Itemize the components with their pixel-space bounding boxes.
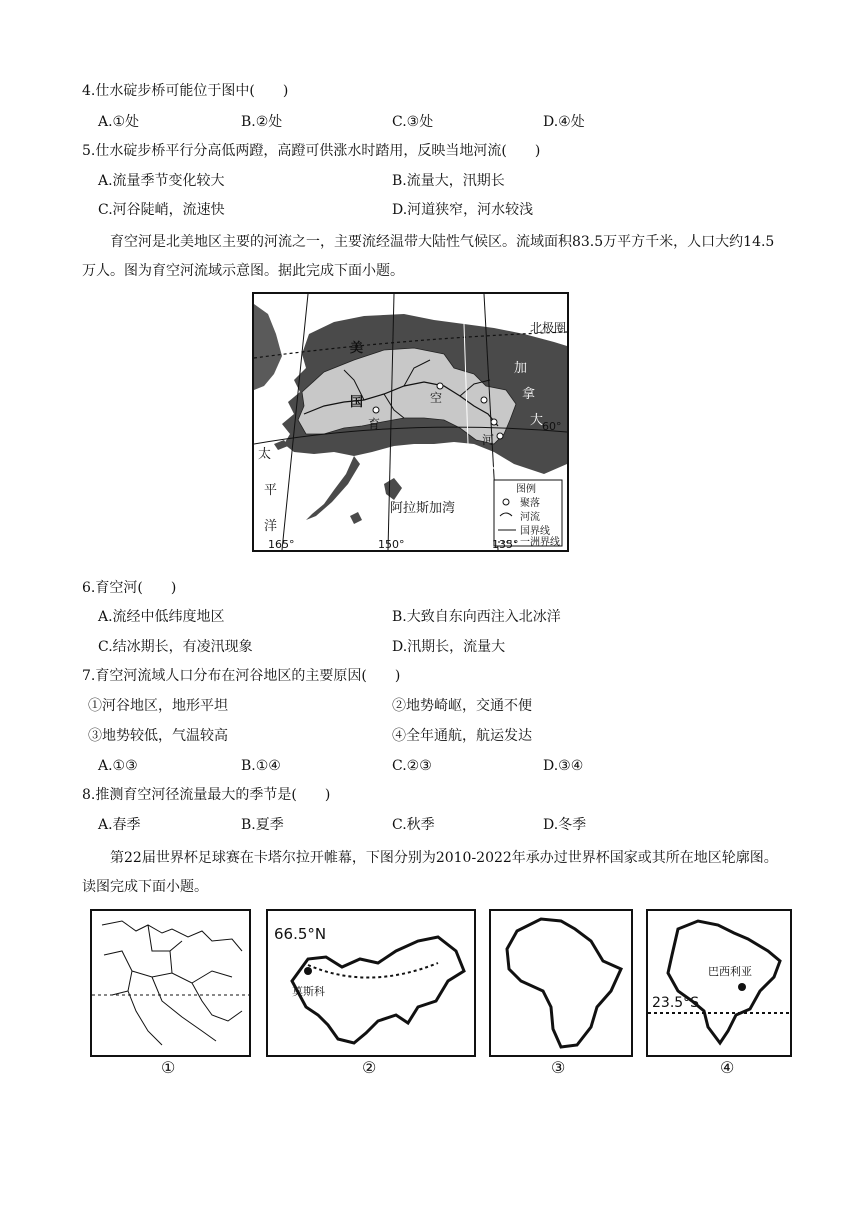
map-label-lon150: 150° [378,538,405,550]
map-label-pacific1: 太 [258,447,272,462]
russia-lat-label: 66.5°N [274,925,327,943]
caption-4: ④ [720,1058,735,1077]
map-1-middle-east [90,909,251,1057]
map-label-arctic-circle: 北极圈 [529,321,566,335]
yukon-intro: 育空河是北美地区主要的河流之一，主要流经温带大陆性气候区。流域面积83.5万平方千米，人口大约14.5万人。图为育空河流域示意图。据此完成下面小题。 [82,234,775,279]
brasilia-label: 巴西利亚 [708,965,752,978]
map-label-canada1: 加 [514,361,528,376]
brazil-lat-label: 23.5°S [652,995,700,1011]
q6-option-b: B.大致自东向西注入北冰洋 [392,609,561,625]
map-label-pacific2: 平 [264,483,278,498]
map-label-canada2: 拿 [522,387,536,402]
q6-option-a: A.流经中低纬度地区 [98,609,225,625]
map-label-lon165: 165° [268,538,295,550]
q7-option-a: A.①③ [98,758,138,774]
map-3-africa [489,909,633,1057]
map-label-gulf: 阿拉斯加湾 [390,501,456,516]
q7-option-d: D.③④ [543,758,584,774]
q8-stem: 8.推测育空河径流量最大的季节是( ) [82,787,331,803]
map-label-usa2: 国 [350,395,364,410]
q4-option-b: B.②处 [241,114,283,130]
q5-option-b: B.流量大，汛期长 [392,173,505,189]
q7-stem: 7.育空河流域人口分布在河谷地区的主要原因( ) [82,668,401,684]
map-label-he: 河 [482,433,495,447]
map-label-canada3: 大 [530,413,544,428]
map-label-usa1: 美 [350,341,364,356]
q8-option-a: A.春季 [98,817,141,833]
q6-option-d: D.汛期长，流量大 [392,639,506,655]
worldcup-intro: 第22届世界杯足球赛在卡塔尔拉开帷幕，下图分别为2010-2022年承办过世界杯国家或其所在地区轮廓图。读图完成下面小题。 [82,850,778,895]
yukon-map [252,292,569,552]
map-4-brazil [646,909,792,1057]
legend-settlement: 聚落 [520,498,540,509]
caption-3: ③ [551,1058,566,1077]
map-label-pacific3: 洋 [264,519,278,534]
q7-option-b: B.①④ [241,758,281,774]
caption-1: ① [161,1058,176,1077]
q7-item-1: ①河谷地区，地形平坦 [88,698,228,714]
q5-option-a: A.流量季节变化较大 [98,173,225,189]
q5-option-d: D.河道狭窄，河水较浅 [392,202,534,218]
q4-option-c: C.③处 [392,114,434,130]
map-label-lon135: 135° [492,538,519,550]
q6-stem: 6.育空河( ) [82,580,177,596]
map-label-bering: 白令 [278,371,294,380]
q7-option-c: C.②③ [392,758,432,774]
q7-item-4: ④全年通航，航运发达 [392,728,532,744]
q8-option-c: C.秋季 [392,817,435,833]
map-2-russia [266,909,476,1057]
moscow-label: 莫斯科 [292,985,325,998]
q4-option-a: A.①处 [98,114,140,130]
q6-option-c: C.结冰期长，有凌汛现象 [98,639,253,655]
q4-option-d: D.④处 [543,114,585,130]
map-label-kong: 空 [430,391,443,405]
q8-option-d: D.冬季 [543,817,587,833]
legend-undefined-border: 一洲界线 [520,537,560,548]
q5-stem: 5.仕水碇步桥平行分高低两蹬，高蹬可供涨水时踏用，反映当地河流( ) [82,143,541,159]
map-label-lat60: 60° [542,420,562,433]
legend-title: 图例 [516,484,536,495]
map-label-yu: 育 [368,417,381,431]
q7-item-3: ③地势较低，气温较高 [88,728,228,744]
legend-river: 河流 [520,512,540,523]
q7-item-2: ②地势崎岖，交通不便 [392,698,532,714]
legend-border: 国界线 [520,526,550,537]
caption-2: ② [362,1058,377,1077]
q4-stem: 4.仕水碇步桥可能位于图中( ) [82,83,289,99]
q8-option-b: B.夏季 [241,817,284,833]
q5-option-c: C.河谷陡峭，流速快 [98,202,225,218]
